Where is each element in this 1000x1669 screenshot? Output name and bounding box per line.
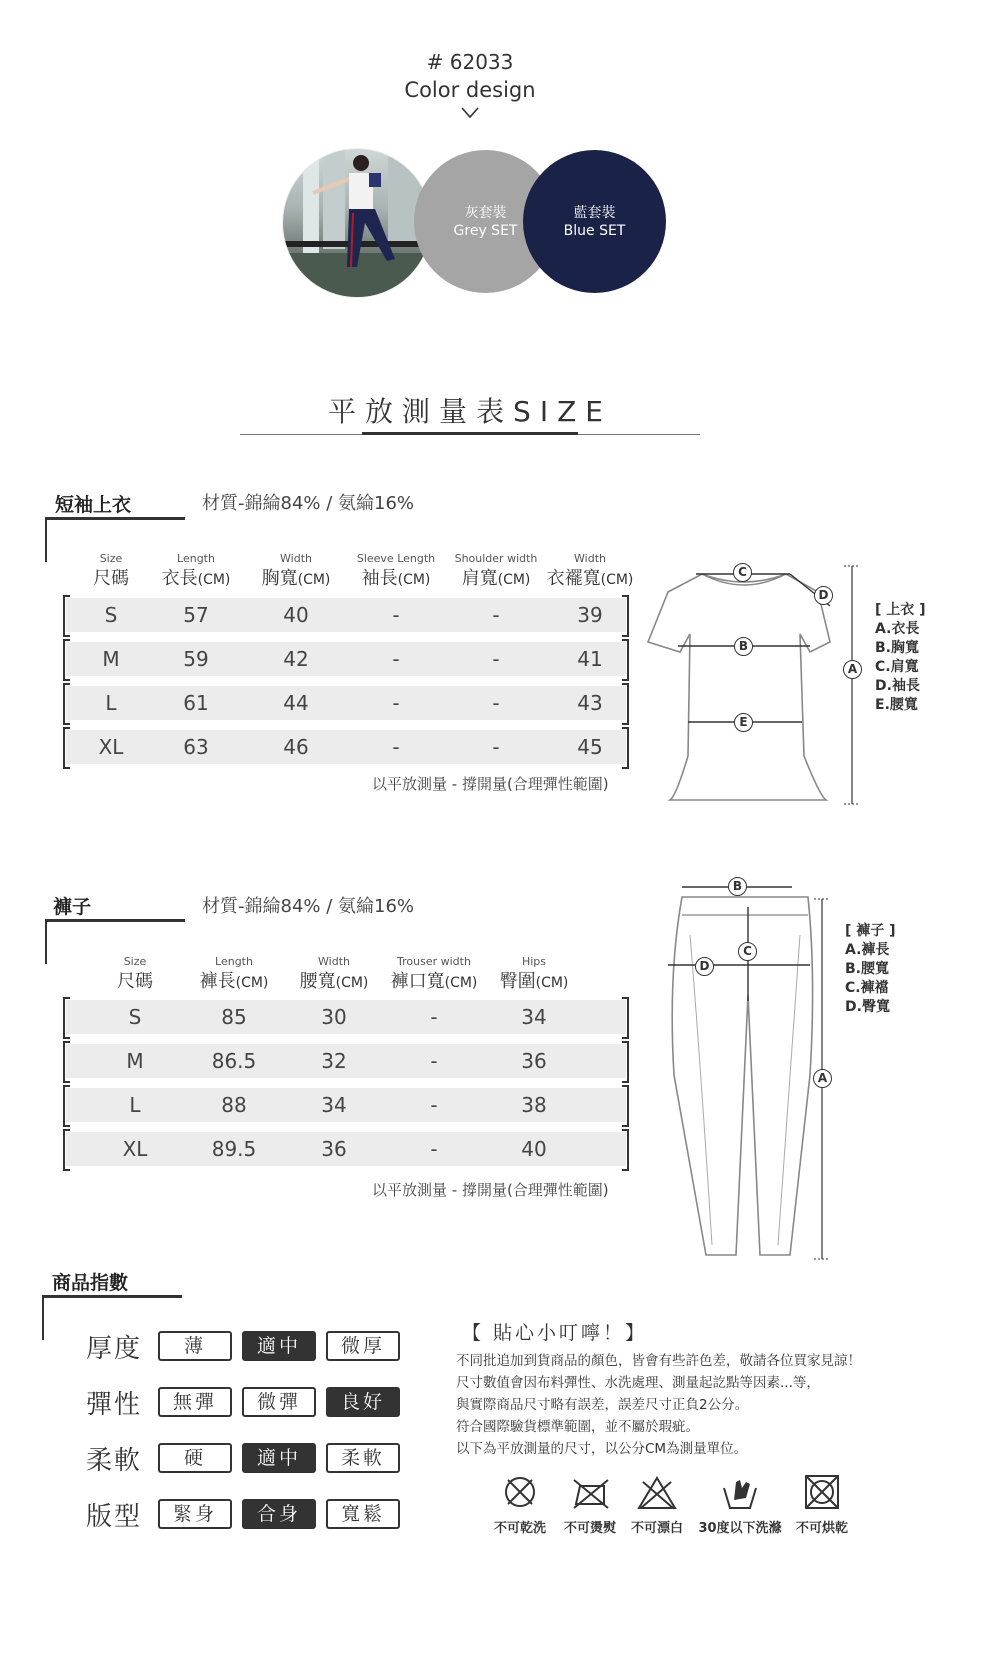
tip-line: 尺寸數值會因布料彈性、水洗處理、測量起訖點等因素...等， <box>456 1375 820 1391</box>
legend-item: C.肩寬 <box>875 659 919 675</box>
care-label: 不可烘乾 <box>795 1521 848 1536</box>
index-label: 柔軟 <box>86 1446 143 1476</box>
column-header-zh: 尺碼 <box>93 568 129 589</box>
no-dry-clean-icon <box>500 1474 540 1512</box>
pants-legend-title: [ 褲子 ] <box>845 923 896 939</box>
section-rule <box>42 1295 182 1298</box>
tip-line: 與實際商品尺寸略有誤差，誤差尺寸正負2公分。 <box>456 1397 749 1413</box>
table-cell: - <box>430 1093 438 1117</box>
index-label: 版型 <box>86 1502 143 1532</box>
row-bracket-right <box>622 1041 629 1083</box>
table-cell: 36 <box>521 1049 547 1073</box>
chevron-down-icon <box>461 107 479 119</box>
column-header-en: Sleeve Length <box>356 552 436 565</box>
column-header-zh: 衣長 <box>161 568 198 589</box>
column-header-zh: 尺碼 <box>117 971 153 992</box>
column-header-zh: 胸寬 <box>261 568 298 589</box>
index-option: 柔軟 <box>326 1443 400 1473</box>
table-cell: M <box>126 1049 144 1073</box>
product-sku: # 62033 <box>426 50 514 74</box>
table-cell: 34 <box>321 1093 347 1117</box>
column-header-zh: 腰寬 <box>299 971 336 992</box>
column-header-unit: (CM) <box>600 572 634 588</box>
row-bracket-left <box>63 1129 70 1171</box>
table-cell: S <box>104 603 118 627</box>
table-cell: 40 <box>283 603 309 627</box>
column-header-en: Length <box>177 552 215 565</box>
table-cell: - <box>392 647 400 671</box>
measure-marker: A <box>813 1069 832 1088</box>
index-option: 良好 <box>326 1387 400 1417</box>
tshirt-diagram <box>640 556 880 812</box>
column-header-unit: (CM) <box>397 572 431 588</box>
top-measure-note: 以平放測量 - 撐開量(合理彈性範圍) <box>372 775 609 793</box>
column-header-unit: (CM) <box>235 975 269 991</box>
index-option: 寬鬆 <box>326 1499 400 1529</box>
row-bracket-right <box>622 1085 629 1127</box>
section-rule-vertical <box>45 919 47 964</box>
row-bracket-left <box>63 1085 70 1127</box>
table-cell: 63 <box>183 735 209 759</box>
measure-marker: C <box>733 563 752 582</box>
index-option: 合身 <box>242 1499 316 1529</box>
color-swatch-blue-zh: 藍套裝 <box>573 204 616 221</box>
table-cell: XL <box>122 1137 148 1161</box>
column-header-en: Hips <box>521 955 547 968</box>
index-option: 適中 <box>242 1331 316 1361</box>
top-legend-title: [ 上衣 ] <box>875 602 926 618</box>
table-row <box>66 1044 626 1078</box>
table-cell: 61 <box>183 691 209 715</box>
table-cell: 86.5 <box>211 1049 257 1073</box>
column-header-zh: 褲長 <box>199 971 236 992</box>
table-cell: 39 <box>577 603 603 627</box>
table-cell: 46 <box>283 735 309 759</box>
column-header-en: Width <box>318 955 350 968</box>
table-cell: 44 <box>283 691 309 715</box>
table-cell: 34 <box>521 1005 547 1029</box>
color-swatch-blue[interactable] <box>523 150 666 293</box>
legend-item: A.褲長 <box>845 942 890 958</box>
index-option: 緊身 <box>158 1499 232 1529</box>
table-cell: 89.5 <box>211 1137 257 1161</box>
care-label: 不可燙熨 <box>563 1521 616 1536</box>
column-header-en: Shoulder width <box>454 552 538 565</box>
table-cell: 30 <box>321 1005 347 1029</box>
column-header-unit: (CM) <box>297 572 331 588</box>
legend-item: C.褲襠 <box>845 980 889 996</box>
column-header-en: Length <box>215 955 253 968</box>
table-row <box>66 730 626 764</box>
tip-line: 符合國際驗貨標準範圍，並不屬於瑕疵。 <box>456 1419 699 1435</box>
table-cell: 88 <box>221 1093 247 1117</box>
column-header-zh: 肩寬 <box>461 568 498 589</box>
pants-legend <box>845 922 896 1017</box>
section-rule <box>45 919 185 922</box>
table-cell: 36 <box>321 1137 347 1161</box>
section-rule <box>45 517 185 520</box>
measure-marker: B <box>728 877 747 896</box>
table-cell: L <box>105 691 117 715</box>
table-cell: 59 <box>183 647 209 671</box>
column-header-zh: 褲口寬 <box>390 971 445 992</box>
tips-title: 【 貼心小叮嚀！】 <box>462 1322 648 1344</box>
row-bracket-right <box>622 997 629 1039</box>
section-rule-vertical <box>42 1295 44 1340</box>
index-option: 無彈 <box>158 1387 232 1417</box>
color-swatch-grey-en: Grey SET <box>453 222 518 239</box>
column-header-en: Width <box>280 552 312 565</box>
top-section-title: 短袖上衣 <box>55 494 132 516</box>
table-cell: XL <box>98 735 124 759</box>
index-option: 微彈 <box>242 1387 316 1417</box>
legend-item: D.袖長 <box>875 678 920 694</box>
hand-wash-icon <box>720 1474 760 1512</box>
column-header-en: Trouser width <box>397 955 471 968</box>
column-header-unit: (CM) <box>497 572 531 588</box>
table-row <box>66 598 626 632</box>
top-material: 材質-錦綸84% / 氨綸16% <box>202 493 415 514</box>
index-option: 薄 <box>158 1331 232 1361</box>
table-cell: M <box>102 647 120 671</box>
table-cell: 32 <box>321 1049 347 1073</box>
row-bracket-left <box>63 1041 70 1083</box>
table-cell: 38 <box>521 1093 547 1117</box>
column-header-en: Size <box>123 955 147 968</box>
column-header-en: Size <box>99 552 123 565</box>
table-row <box>66 1000 626 1034</box>
column-header-unit: (CM) <box>335 975 369 991</box>
column-header-zh: 衣襬寬 <box>546 568 601 589</box>
table-cell: - <box>430 1005 438 1029</box>
column-header-unit: (CM) <box>444 975 478 991</box>
size-chart-title: 平放測量表SIZE <box>328 395 612 428</box>
measure-marker: A <box>843 660 862 679</box>
care-label: 30度以下洗滌 <box>698 1521 782 1536</box>
table-cell: 41 <box>577 647 603 671</box>
tips-text <box>456 1350 861 1460</box>
table-cell: - <box>430 1049 438 1073</box>
index-label: 厚度 <box>86 1334 143 1364</box>
table-cell: 43 <box>577 691 603 715</box>
measure-marker: D <box>695 957 714 976</box>
table-row <box>66 642 626 676</box>
color-design-label: Color design <box>404 78 536 102</box>
tip-line: 以下為平放測量的尺寸，以公分CM為測量單位。 <box>456 1441 748 1457</box>
measure-marker: C <box>738 942 757 961</box>
index-option: 適中 <box>242 1443 316 1473</box>
column-header-zh: 臀圍 <box>499 971 536 992</box>
measure-marker: E <box>734 713 753 732</box>
table-row <box>66 686 626 720</box>
table-cell: - <box>392 735 400 759</box>
color-swatch-blue-en: Blue SET <box>563 222 626 239</box>
pants-measure-note: 以平放測量 - 撐開量(合理彈性範圍) <box>372 1181 609 1199</box>
no-tumble-dry-icon <box>802 1474 842 1512</box>
table-cell: - <box>492 735 500 759</box>
table-cell: 85 <box>221 1005 247 1029</box>
table-row <box>66 1088 626 1122</box>
table-row <box>66 1132 626 1166</box>
care-label: 不可漂白 <box>630 1521 683 1536</box>
pants-diagram <box>660 875 840 1265</box>
row-bracket-right <box>622 1129 629 1171</box>
table-cell: - <box>430 1137 438 1161</box>
title-underline-accent <box>362 432 578 435</box>
legend-item: B.腰寬 <box>845 961 889 977</box>
pants-material: 材質-錦綸84% / 氨綸16% <box>202 896 415 917</box>
column-header-unit: (CM) <box>535 975 569 991</box>
measure-marker: D <box>814 586 833 605</box>
index-label: 彈性 <box>86 1390 143 1420</box>
index-option: 硬 <box>158 1443 232 1473</box>
legend-item: A.衣長 <box>875 621 920 637</box>
model-photo <box>282 148 432 298</box>
table-cell: - <box>392 691 400 715</box>
table-cell: - <box>492 647 500 671</box>
legend-item: B.胸寬 <box>875 640 919 656</box>
column-header <box>454 967 614 993</box>
column-header-zh: 袖長 <box>361 568 398 589</box>
color-swatch-grey-zh: 灰套裝 <box>464 204 507 221</box>
table-cell: - <box>492 603 500 627</box>
table-cell: 42 <box>283 647 309 671</box>
column-header-en: Width <box>574 552 606 565</box>
row-bracket-left <box>63 997 70 1039</box>
tip-line: 不同批追加到貨商品的顏色，皆會有些許色差，敬請各位買家見諒！ <box>456 1353 861 1369</box>
measure-marker: B <box>734 637 753 656</box>
table-cell: 45 <box>577 735 603 759</box>
legend-item: D.臀寬 <box>845 999 890 1015</box>
table-cell: - <box>492 691 500 715</box>
pants-section-title: 褲子 <box>53 896 92 918</box>
table-cell: 40 <box>521 1137 547 1161</box>
top-legend <box>875 601 926 715</box>
column-header-unit: (CM) <box>197 572 231 588</box>
index-option: 微厚 <box>326 1331 400 1361</box>
table-cell: S <box>128 1005 142 1029</box>
care-label: 不可乾洗 <box>493 1521 546 1536</box>
legend-item: E.腰寬 <box>875 697 918 713</box>
table-cell: 57 <box>183 603 209 627</box>
no-iron-icon <box>570 1474 610 1512</box>
no-bleach-icon <box>637 1474 677 1512</box>
index-section-title: 商品指數 <box>52 1272 129 1294</box>
table-cell: - <box>392 603 400 627</box>
table-cell: L <box>129 1093 141 1117</box>
